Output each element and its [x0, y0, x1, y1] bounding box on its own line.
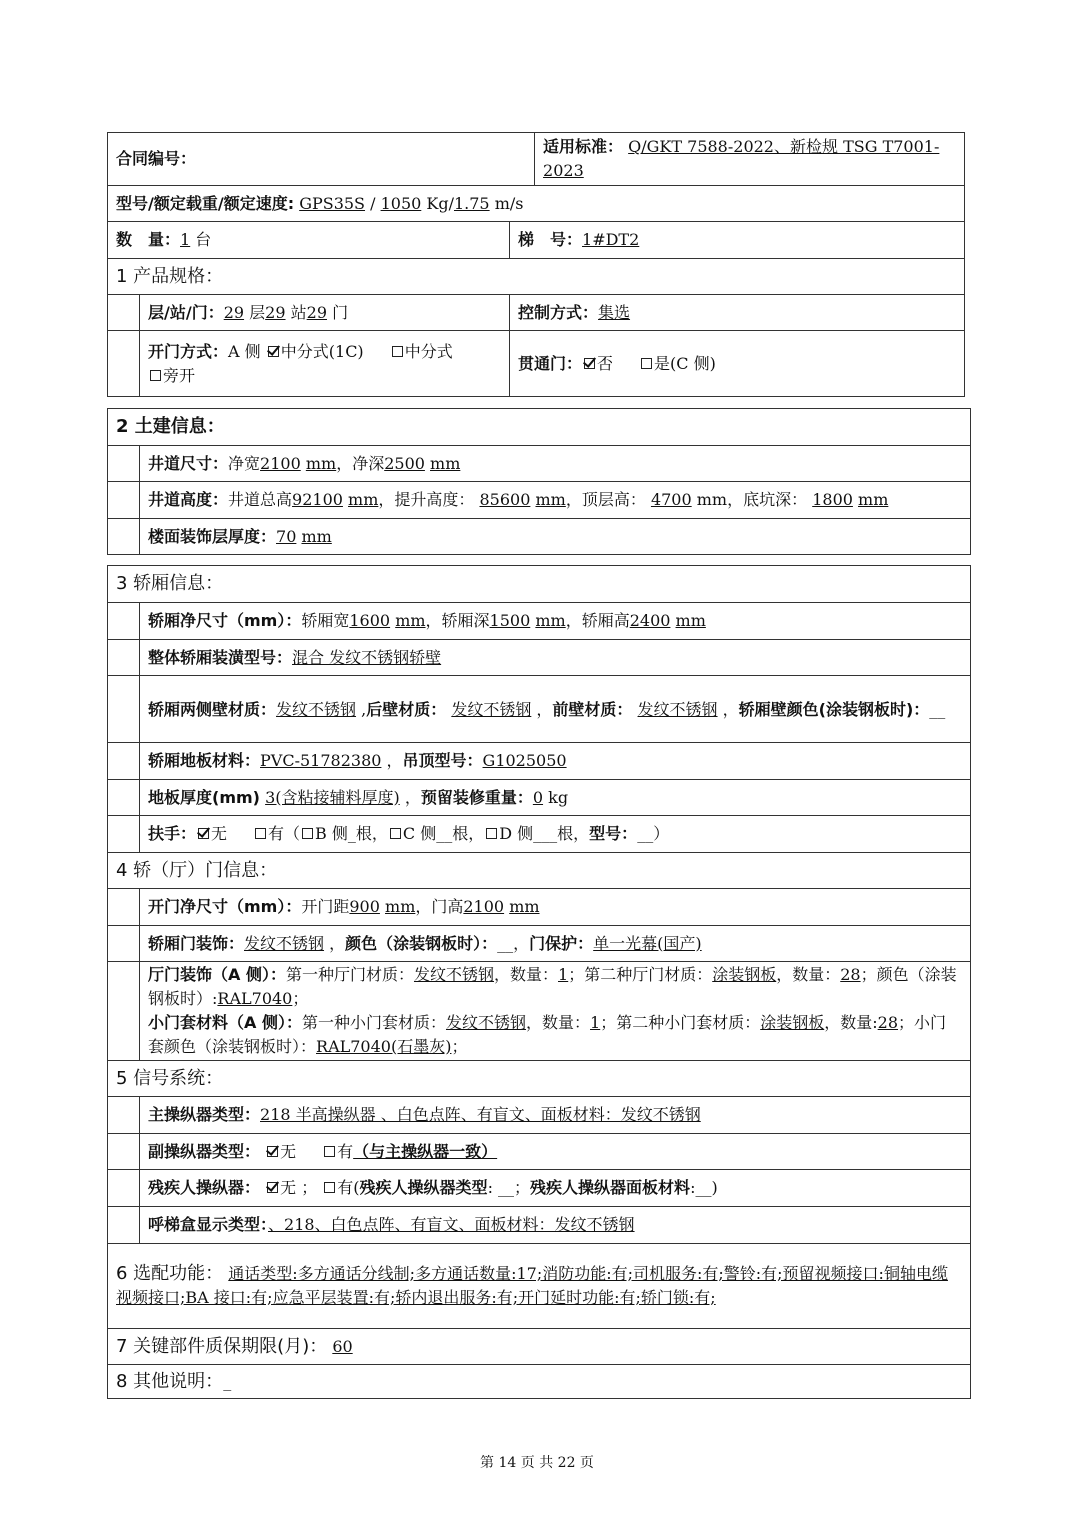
checkbox-icon[interactable] [641, 358, 652, 369]
checkbox-icon[interactable] [150, 370, 161, 381]
optional-functions-cell: 6 选配功能： 通话类型:多方通话分线制;多方通话数量:17;消防功能:有;司机服务:有;警铃:有;预留视频接口:铜轴电缆视频接口;BA 接口:有;应急平层装置:有;轿内退出服务:有;开门延时功能:有;轿门锁:有; [108, 1244, 971, 1329]
checkbox-checked-icon[interactable] [198, 828, 209, 839]
main-cop-cell: 主操纵器类型：218 半高操纵器 、白色点阵、有盲文、面板材料：发纹不锈钢 [140, 1097, 971, 1134]
car-door-cell: 轿厢门装饰：发纹不锈钢 ，颜色（涂装钢板时）：__，门保护：单一光幕(国产) [140, 926, 971, 962]
through-door-cell: 贯通门： 否 是(C 侧) [510, 331, 965, 397]
floor-thickness-cell: 地板厚度(mm) 3(含粘接辅料厚度) ，预留装修重量：0 kg [140, 780, 971, 816]
checkbox-icon[interactable] [255, 828, 266, 839]
spec-table-3 [107, 565, 971, 1399]
spec-table-1 [107, 132, 965, 397]
car-decor-cell: 整体轿厢装潢型号：混合 发纹不锈钢轿壁 [140, 640, 971, 676]
disabled-cop-cell: 残疾人操纵器： 无 ； 有(残疾人操纵器类型: __；残疾人操纵器面板材料:__) [140, 1170, 971, 1207]
hall-door-cell: 厅门装饰（A 侧）：第一种厅门材质：发纹不锈钢，数量：1；第二种厅门材质：涂装钢板，数量：28；颜色（涂装钢板时）:RAL7040； 小门套材料（A 侧）：第一种小门套材质：发纹不锈钢，数量：1；第二种小门套材质：涂装钢板，数量:28；小门套颜色（涂装钢板时）：RAL7040(石墨灰)； [140, 962, 971, 1061]
page-footer: 第 14 页 共 22 页 [480, 1455, 594, 1471]
checkbox-checked-icon[interactable] [268, 346, 279, 357]
checkbox-icon[interactable] [324, 1146, 335, 1157]
sub-cop-cell: 副操纵器类型： 无 有（与主操纵器一致） [140, 1134, 971, 1170]
checkbox-icon[interactable] [392, 346, 403, 357]
checkbox-icon[interactable] [486, 828, 497, 839]
door-size-cell: 开门净尺寸（mm）：开门距900 mm，门高2100 mm [140, 889, 971, 926]
section-5-title: 5 信号系统： [108, 1061, 971, 1097]
warranty-cell: 7 关键部件质保期限(月)： 60 [108, 1329, 971, 1365]
checkbox-icon[interactable] [324, 1182, 335, 1193]
shaft-height-cell: 井道高度：井道总高92100 mm，提升高度： 85600 mm，顶层高： 4700 mm，底坑深： 1800 mm [140, 482, 971, 519]
car-size-cell: 轿厢净尺寸（mm）：轿厢宽1600 mm，轿厢深1500 mm，轿厢高2400 mm [140, 603, 971, 640]
checkbox-icon[interactable] [390, 828, 401, 839]
standard-cell: 适用标准： Q/GKT 7588-2022、新检规 TSG T7001-2023 [535, 133, 965, 186]
section-4-title: 4 轿（厅）门信息： [108, 853, 971, 889]
section-3-title: 3 轿厢信息： [108, 566, 971, 603]
section-2-title: 2 土建信息： [108, 409, 971, 446]
control-cell: 控制方式：集选 [510, 295, 965, 331]
wall-material-cell: 轿厢两侧壁材质：发纹不锈钢 ,后壁材质： 发纹不锈钢 ，前壁材质： 发纹不锈钢 ，轿厢壁颜色(涂装钢板时)：__ [140, 676, 971, 743]
model-cell: 型号/额定载重/额定速度: GPS35S / 1050 Kg/1.75 m/s [108, 186, 965, 222]
spec-table-2 [107, 408, 971, 555]
checkbox-checked-icon[interactable] [584, 358, 595, 369]
checkbox-checked-icon[interactable] [267, 1182, 278, 1193]
floor-finish-cell: 楼面装饰层厚度：70 mm [140, 519, 971, 555]
quantity-cell: 数 量：1 台 [108, 222, 510, 259]
handrail-cell: 扶手： 无 有（ B 侧_根， C 侧__根， D 侧___根，型号：__） [140, 816, 971, 853]
contract-no-cell: 合同编号： [108, 133, 535, 186]
shaft-size-cell: 井道尺寸：净宽2100 mm，净深2500 mm [140, 446, 971, 482]
hall-display-cell: 呼梯盒显示类型：、218、白色点阵、有盲文、面板材料：发纹不锈钢 [140, 1207, 971, 1244]
checkbox-icon[interactable] [302, 828, 313, 839]
floors-cell: 层/站/门：29 层29 站29 门 [140, 295, 510, 331]
section-1-title: 1 产品规格： [108, 259, 965, 295]
other-notes-cell: 8 其他说明：_ [108, 1365, 971, 1399]
lift-no-cell: 梯 号：1#DT2 [510, 222, 965, 259]
floor-ceiling-cell: 轿厢地板材料：PVC-51782380 ，吊顶型号：G1025050 [140, 743, 971, 780]
checkbox-checked-icon[interactable] [267, 1146, 278, 1157]
door-type-cell: 开门方式：A 侧 中分式(1C) 中分式 旁开 [140, 331, 510, 397]
